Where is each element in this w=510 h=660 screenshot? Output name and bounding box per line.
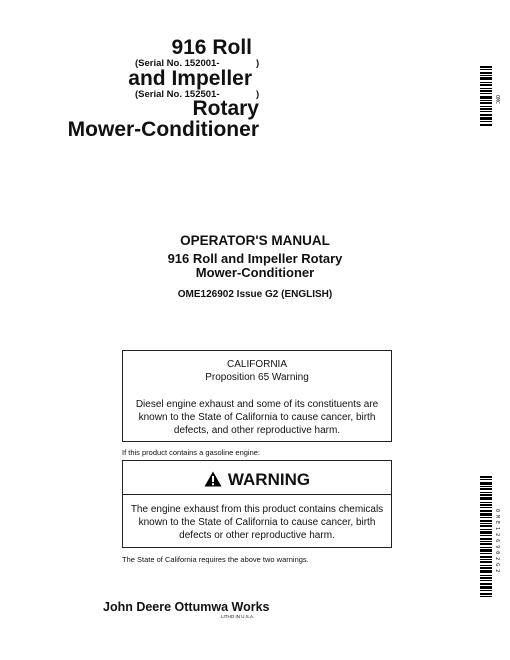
serial-number-1-close: ) (256, 58, 260, 69)
litho-note: LITHO IN U.S.A. (221, 614, 255, 619)
title-line-4: Mower-Conditioner (67, 118, 259, 141)
title-line-1: 916 Roll (171, 36, 252, 59)
serial-number-2-close: ) (256, 89, 260, 100)
manual-heading: OPERATOR'S MANUAL (180, 233, 330, 248)
state-requirement-note: The State of California requires the above two warnings. (122, 555, 309, 564)
manual-subtitle-2: Mower-Conditioner (195, 265, 315, 280)
barcode-top (480, 66, 492, 127)
warning-triangle-icon (204, 471, 222, 487)
gasoline-engine-note: If this product contains a gasoline engine: (122, 448, 261, 457)
barcode-top-digits: OMC (494, 95, 500, 105)
proposition-65-label: Proposition 65 Warning (205, 372, 309, 383)
california-body-line-3: defects, and other reproductive harm. (173, 425, 341, 436)
manual-subtitle-1: 916 Roll and Impeller Rotary (167, 251, 343, 266)
warning-body-line-2: known to the State of California to cause cancer, birth (138, 517, 376, 528)
title-line-2: and Impeller (128, 67, 252, 90)
publisher-name: John Deere Ottumwa Works (103, 600, 270, 614)
warning-heading: WARNING (227, 469, 311, 489)
title-line-3: Rotary (192, 97, 259, 120)
barcode-bottom-digits: O M E 1 2 6 9 0 2 G 2 (494, 509, 500, 573)
california-body-line-1: Diesel engine exhaust and some of its constituents are (135, 399, 379, 410)
california-body-line-2: known to the State of California to cause cancer, birth (138, 412, 376, 423)
barcode-bottom (480, 476, 492, 598)
warning-heading-row (123, 467, 391, 491)
warning-body-line-3: defects or other reproductive harm. (179, 530, 335, 541)
serial-number-2: (Serial No. 152501- (135, 89, 220, 100)
serial-number-1: (Serial No. 152001- (135, 58, 220, 69)
warning-body-line-1: The engine exhaust from this product contains chemicals (130, 504, 384, 515)
california-warning-box (122, 350, 392, 442)
gasoline-warning-box (122, 460, 392, 548)
manual-code: OME126902 Issue G2 (ENGLISH) (177, 289, 333, 300)
warning-divider (123, 494, 391, 495)
california-heading: CALIFORNIA (226, 359, 287, 370)
